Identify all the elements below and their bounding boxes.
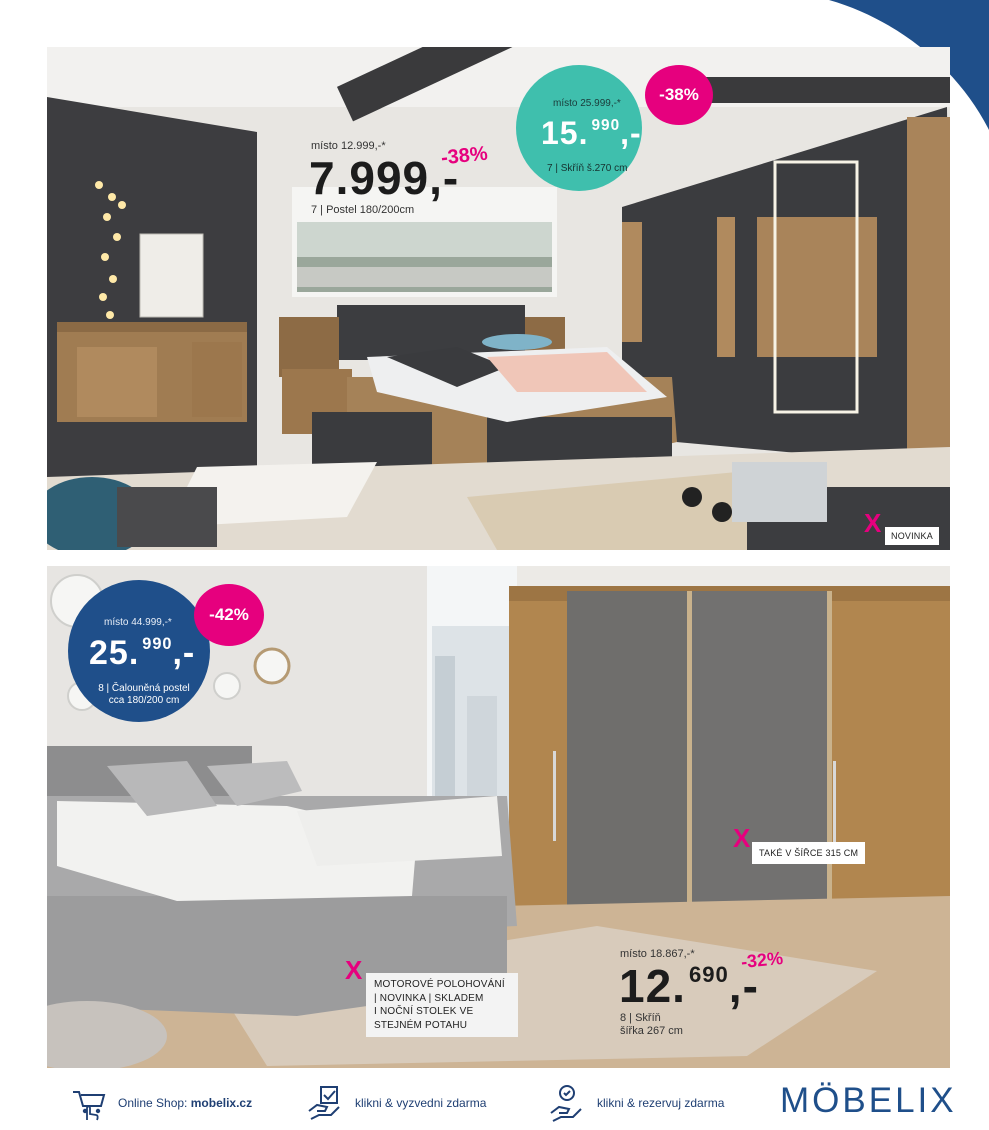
desc-bottom-bed-line2: cca 180/200 cm (108, 695, 180, 706)
price-top-wardrobe (541, 117, 642, 149)
footer-click-pickup[interactable] (305, 1082, 486, 1124)
discount-badge-bottom-bed: -42% (194, 584, 264, 646)
x-mark-wardrobe: X (733, 823, 751, 853)
old-price-top-wardrobe: místo 25.999,-* (553, 98, 621, 109)
tag-bed-line3: I NOČNÍ STOLEK VE (374, 1006, 474, 1017)
price-bottom-bed-tail: ,- (172, 634, 196, 672)
footer-reserve-label: klikni & rezervuj zdarma (597, 1096, 725, 1110)
old-price-bottom-wardrobe: místo 18.867,-* (620, 948, 695, 960)
tag-bed-line1: MOTOROVÉ POLOHOVÁNÍ (374, 979, 505, 990)
click-pickup-icon (305, 1083, 345, 1123)
bedroom-photo-top (47, 47, 950, 550)
x-mark-bed: X (345, 955, 363, 985)
desc-bottom-bed (89, 683, 199, 707)
price-top-bed: 7.999,- (309, 152, 460, 204)
price-bottom-bed-main: 25. (89, 634, 140, 672)
tag-novinka: NOVINKA (885, 527, 939, 545)
desc-top-bed: 7 | Postel 180/200cm (311, 204, 415, 216)
price-bottom-wardrobe-tail: ,- (728, 960, 759, 1012)
old-price-bottom-bed: místo 44.999,-* (104, 617, 172, 628)
price-bottom-wardrobe (619, 960, 759, 1012)
footer-pickup-label: klikni & vyzvedni zdarma (355, 1096, 487, 1110)
desc-bottom-wardrobe-line1: 8 | Skříň (620, 1012, 661, 1024)
discount-bottom-wardrobe: -32% (740, 947, 784, 973)
tag-wardrobe-width: TAKÉ V ŠÍŘCE 315 CM (752, 842, 865, 864)
footer-online-shop[interactable] (70, 1082, 252, 1124)
desc-bottom-wardrobe (620, 1012, 683, 1038)
price-top-wardrobe-main: 15. (541, 115, 589, 151)
x-mark-top: X (864, 508, 882, 538)
click-reserve-icon (547, 1083, 587, 1123)
footer-shop-label: Online Shop: (118, 1096, 188, 1110)
tag-bed-line2: | NOVINKA | SKLADEM (374, 992, 484, 1004)
old-price-top-bed: místo 12.999,-* (311, 140, 386, 152)
desc-top-wardrobe: 7 | Skříň š.270 cm (547, 163, 628, 174)
footer-click-reserve[interactable] (547, 1082, 724, 1124)
price-top-wardrobe-cents: 990 (591, 117, 621, 135)
discount-badge-top-wardrobe: -38% (645, 65, 713, 125)
shopping-cart-icon (70, 1084, 108, 1122)
mobelix-logo[interactable]: MÖBELIX (780, 1081, 957, 1120)
price-bottom-wardrobe-cents: 690 (688, 962, 729, 988)
discount-top-bed: -38% (439, 142, 489, 170)
desc-bottom-bed-line1: 8 | Čalouněná postel (98, 683, 190, 694)
desc-bottom-wardrobe-line2: šířka 267 cm (620, 1025, 683, 1038)
tag-bed-features (366, 973, 518, 1037)
price-bottom-bed (89, 636, 195, 670)
price-top-wardrobe-tail: ,- (620, 115, 642, 151)
footer-shop-url[interactable]: mobelix.cz (190, 1096, 253, 1110)
price-bottom-wardrobe-main: 12. (619, 960, 686, 1012)
tag-bed-line4: STEJNÉM POTAHU (374, 1019, 468, 1031)
footer-shop-text (118, 1096, 252, 1110)
price-bottom-bed-cents: 990 (142, 635, 173, 654)
